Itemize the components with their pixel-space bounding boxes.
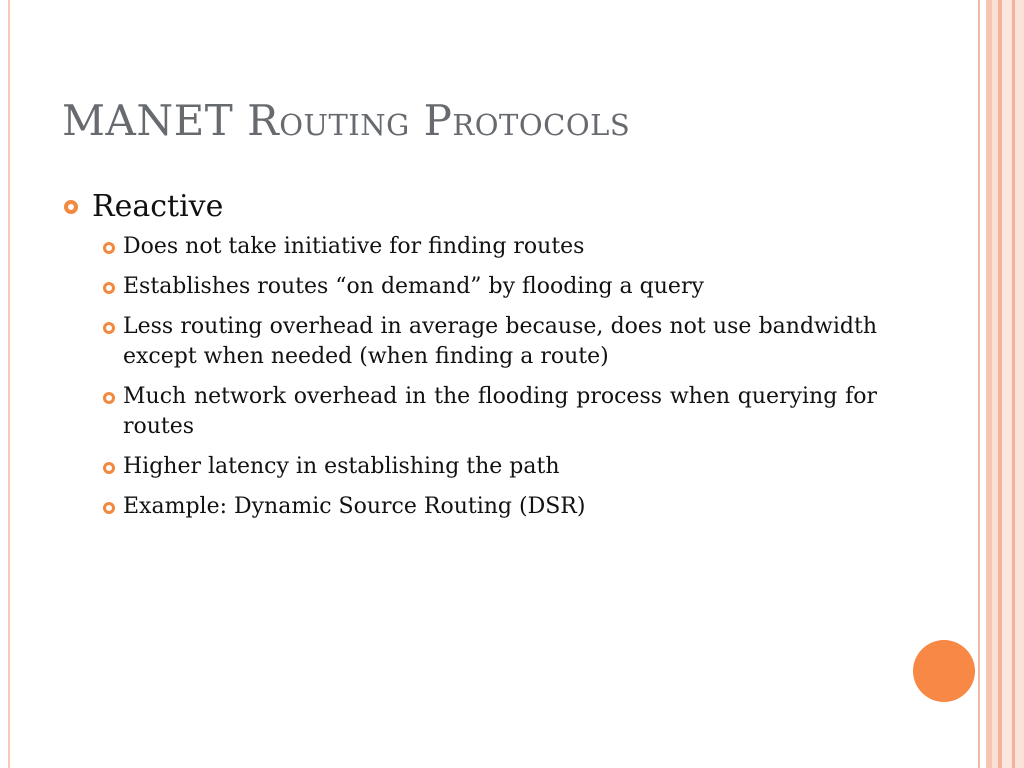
bullet-text: Less routing overhead in average because, does not use bandwidth except when needed (when finding a route)	[123, 314, 877, 369]
bullet-item	[123, 382, 877, 442]
bullet-text: Higher latency in establishing the path	[123, 454, 560, 479]
bullet-circle-icon	[103, 282, 115, 294]
bullet-item	[123, 312, 877, 372]
bullet-circle-icon	[103, 462, 115, 474]
decorative-orb	[913, 640, 975, 702]
bullet-item	[123, 452, 877, 482]
bullet-item	[123, 232, 877, 262]
right-decor-stripe	[1015, 0, 1024, 768]
bullet-circle-icon	[103, 502, 115, 514]
slide-title: MANET Routing Protocols	[62, 96, 631, 145]
right-decor-stripe	[1002, 0, 1012, 768]
right-decor-stripe	[978, 0, 980, 768]
section-heading: Reactive	[92, 189, 224, 224]
bullet-text: Establishes routes “on demand” by flooding a query	[123, 274, 704, 299]
bullet-text: Does not take initiative for finding routes	[123, 234, 585, 259]
bullet-text: Example: Dynamic Source Routing (DSR)	[123, 494, 586, 519]
bullet-text: Much network overhead in the flooding process when querying for routes	[123, 384, 877, 439]
bullet-circle-icon	[103, 322, 115, 334]
bullet-item	[123, 492, 877, 522]
left-border-line	[8, 0, 10, 768]
slide-content	[62, 188, 882, 532]
bullet-circle-icon	[103, 392, 115, 404]
bullet-circle-icon	[103, 242, 115, 254]
bullet-level1	[62, 188, 882, 226]
bullet-item	[123, 272, 877, 302]
bullet-circle-icon	[64, 200, 78, 214]
